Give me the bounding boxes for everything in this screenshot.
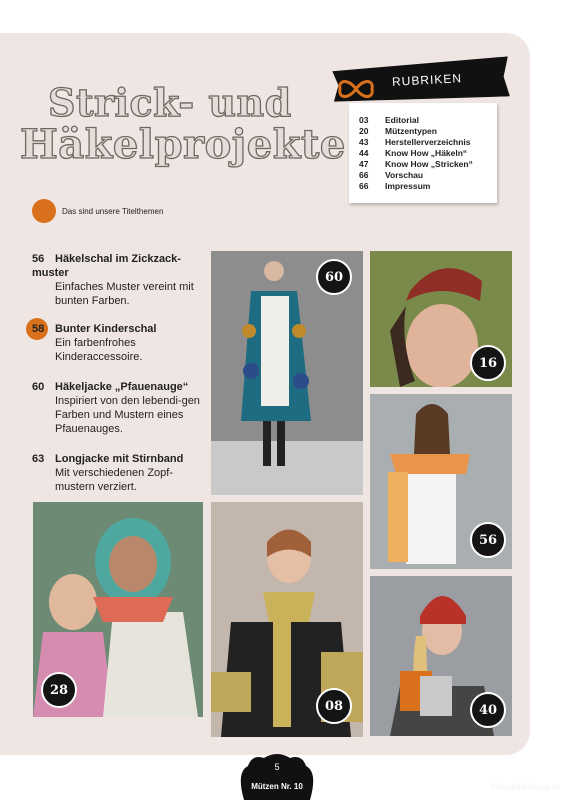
rubriken-item[interactable]: 44 Know How „Häkeln“ (359, 148, 468, 158)
page-badge: 40 (470, 692, 506, 728)
page-title-line2: Häkelprojekte (20, 121, 346, 168)
rubriken-item[interactable]: 03 Editorial (359, 115, 420, 125)
page-badge: 28 (41, 672, 77, 708)
photo-peacock-jacket[interactable] (211, 251, 363, 495)
magazine-name: Mützen Nr. 10 (251, 782, 303, 791)
page-title-line1: Strick- und (48, 80, 292, 125)
photo-zigzag-scarf[interactable] (370, 394, 512, 569)
photo-fur-scarf[interactable] (211, 502, 363, 737)
page-badge: 16 (470, 345, 506, 381)
footer-badge (236, 752, 318, 800)
photo-children-scarf[interactable] (33, 502, 203, 717)
rubriken-item[interactable]: 66 Impressum (359, 181, 431, 191)
rubriken-list (349, 103, 497, 203)
rubriken-item[interactable]: 43 Herstellerverzeichnis (359, 137, 471, 147)
toc-entry-58[interactable]: 58 Bunter Kinderschal Ein farbenfrohes Kinderaccessoire. (32, 322, 212, 364)
title-theme-marker (32, 199, 56, 223)
toc-entry-60[interactable]: 60 Häkeljacke „Pfauenauge“ Inspiriert von den lebendi-gen Farben und Mustern eines Pfauenauges. (32, 381, 200, 435)
rubriken-item[interactable]: 47 Know How „Stricken“ (359, 159, 473, 169)
toc-entry-63[interactable]: 63 Longjacke mit Stirnband Mit verschiedenen Zopf-mustern verziert. (32, 453, 184, 493)
legend-text: Das sind unsere Titelthemen (62, 207, 164, 216)
page-number: 5 (274, 762, 280, 772)
photo-beanie[interactable] (370, 576, 512, 736)
page-badge: 60 (316, 259, 352, 295)
toc-entry-56[interactable]: 56 Häkelschal im Zickzack-muster Einfaches Muster vereint mit bunten Farben. (32, 253, 194, 307)
rubriken-item[interactable]: 66 Vorschau (359, 170, 424, 180)
watermark: PassionForum.ru (491, 782, 560, 792)
page-badge: 08 (316, 688, 352, 724)
rubriken-item[interactable]: 20 Mützentypen (359, 126, 437, 136)
photo-beret[interactable] (370, 251, 512, 387)
yarn-bow-icon (336, 78, 376, 100)
page-badge: 56 (470, 522, 506, 558)
rubriken-label: RUBRIKEN (391, 71, 463, 89)
